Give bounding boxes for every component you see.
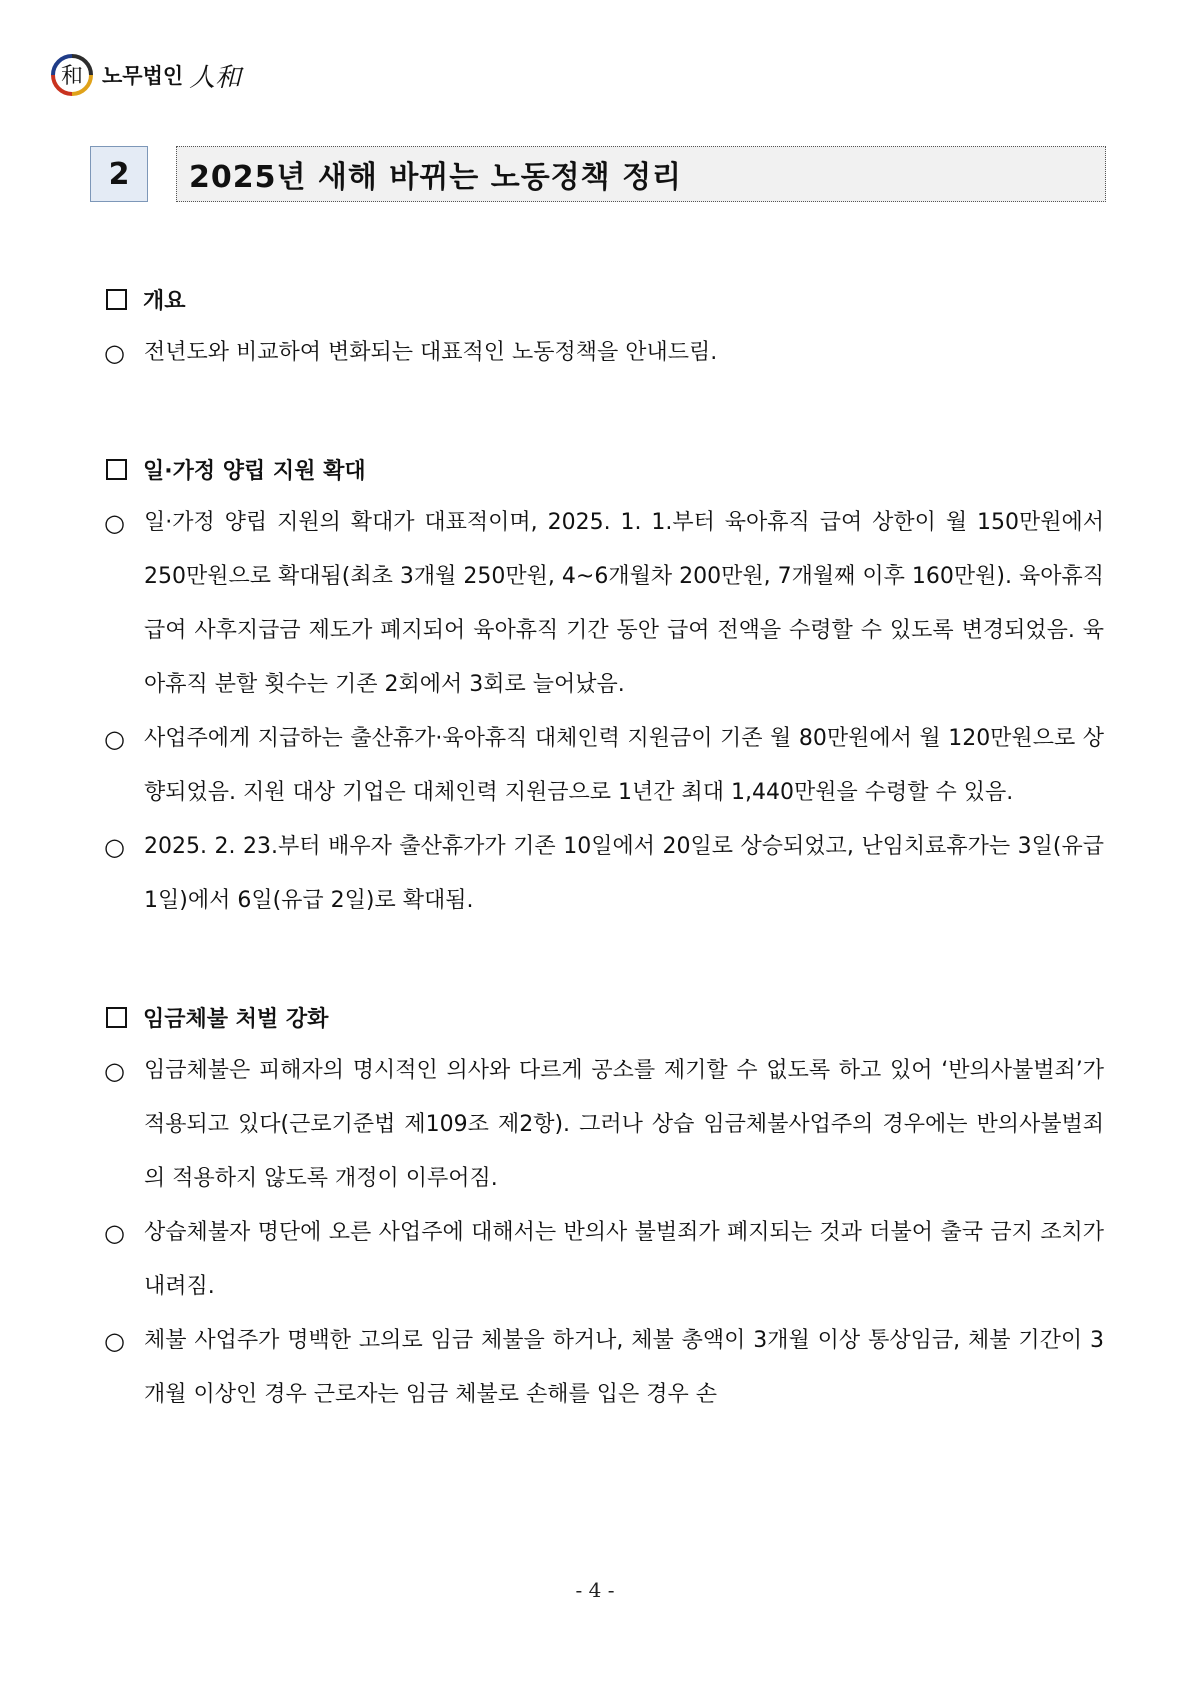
heading-text: 일·가정 양립 지원 확대 [143,458,366,484]
paragraph-text: 상습체불자 명단에 오른 사업주에 대해서는 반의사 불벌죄가 폐지되는 것과 더불어 출국 금지 조치가 내려짐. [144,1220,1104,1299]
circle-bullet-icon: ○ [104,1057,125,1085]
page-header [50,52,241,98]
section-title: 2025년 새해 바뀌는 노동정책 정리 [176,146,1106,202]
document-body [104,272,1104,1422]
circle-bullet-icon: ○ [104,833,125,861]
paragraph-text: 체불 사업주가 명백한 고의로 임금 체불을 하거나, 체불 총액이 3개월 이상 통상임금, 체불 기간이 3개월 이상인 경우 근로자는 임금 체불로 손해를 입은 경우 손 [144,1328,1104,1407]
paragraph-text: 2025. 2. 23.부터 배우자 출산휴가가 기존 10일에서 20일로 상승되었고, 난임치료휴가는 3일(유급 1일)에서 6일(유급 2일)로 확대됨. [144,834,1104,913]
heading-text: 임금체불 처벌 강화 [143,1006,329,1032]
square-bullet-icon [106,1007,127,1028]
paragraph [104,1206,1104,1314]
firm-logo-icon [50,53,94,97]
circle-bullet-icon: ○ [104,1327,125,1355]
paragraph [104,1314,1104,1422]
paragraph-text: 사업주에게 지급하는 출산휴가·육아휴직 대체인력 지원금이 기존 월 80만원에서 월 120만원으로 상향되었음. 지원 대상 기업은 대체인력 지원금으로 1년간 최대 1,440만원을 수령할 수 있음. [144,726,1104,805]
svg-text:和: 和 [60,64,84,89]
paragraph-text: 전년도와 비교하여 변화되는 대표적인 노동정책을 안내드림. [144,340,718,365]
firm-name: 노무법인 [102,64,184,88]
paragraph-text: 임금체불은 피해자의 명시적인 의사와 다르게 공소를 제기할 수 없도록 하고 있어 ‘반의사불벌죄’가 적용되고 있다(근로기준법 제109조 제2항). 그러나 상습 임금체불사업주의 경우에는 반의사불벌죄의 적용하지 않도록 개정이 이루어짐. [144,1058,1104,1191]
heading-wage-arrears [104,990,1104,1044]
circle-bullet-icon: ○ [104,339,125,367]
heading-work-family [104,442,1104,496]
circle-bullet-icon: ○ [104,509,125,537]
square-bullet-icon [106,459,127,480]
paragraph [104,1044,1104,1206]
square-bullet-icon [106,289,127,310]
page-number: - 4 - [575,1578,615,1602]
paragraph [104,712,1104,820]
paragraph [104,326,1104,380]
firm-name-script: 人和 [189,62,242,93]
circle-bullet-icon: ○ [104,725,125,753]
paragraph [104,496,1104,712]
paragraph [104,820,1104,928]
paragraph-text: 일·가정 양립 지원의 확대가 대표적이며, 2025. 1. 1.부터 육아휴직 급여 상한이 월 150만원에서 250만원으로 확대됨(최초 3개월 250만원, 4~6개월차 200만원, 7개월째 이후 160만원). 육아휴직 급여 사후지급금 제도가 폐지되어 육아휴직 기간 동안 급여 전액을 수령할 수 있도록 변경되었음. 육아휴직 분할 횟수는 기존 2회에서 3회로 늘어났음. [144,510,1104,697]
circle-bullet-icon: ○ [104,1219,125,1247]
heading-overview [104,272,1104,326]
section-number: 2 [90,146,148,202]
heading-text: 개요 [143,288,186,314]
